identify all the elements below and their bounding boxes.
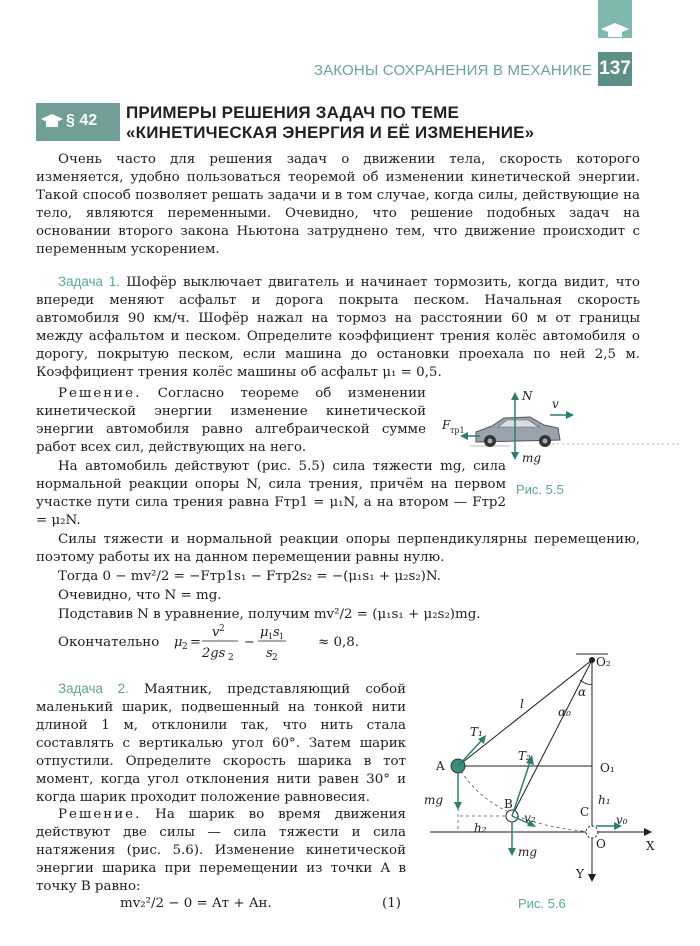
equation-1: Тогда 0 − mv²/2 = −Fтр1s₁ − Fтр2s₂ = −(μ₁s₁ + μ₂s₂)N. [58, 569, 442, 584]
section-title [126, 103, 596, 143]
svg-text:2: 2 [272, 653, 278, 663]
equation-4-result: ≈ 0,8. [318, 635, 360, 650]
fig55-label-n: N [522, 389, 533, 403]
svg-text:1: 1 [268, 632, 274, 641]
svg-text:2gs: 2gs [202, 646, 226, 661]
mu2-formula [172, 621, 322, 663]
svg-text:μ: μ [260, 625, 269, 640]
page-number: 137 [598, 52, 632, 86]
svg-text:=: = [190, 635, 201, 650]
chapter-title: ЗАКОНЫ СОХРАНЕНИЯ В МЕХАНИКЕ [313, 62, 592, 79]
fig56-label-o1: O₁ [600, 761, 615, 775]
task1-paragraph [36, 273, 640, 382]
fig56-label-c: C [580, 805, 590, 819]
task2-solution-text: На шарик во время движения действуют две силы — сила тяжести и сила натяжения (рис. 5.6). Изменение кинетической энергии шарика при перемещении из точки A в точку B равно: [36, 807, 406, 894]
svg-text:2: 2 [182, 642, 188, 652]
fig56-label-y: Y [576, 867, 584, 881]
intro-paragraph: Очень часто для решения задач о движении тела, скорость которого изменяется, удобно пользоваться теоремой об изменении кинетической энергии. Такой способ позволяет решать задачи и в том случае, когда силы, действующие на тело, являются переменными. Очевидно, что решение подобных задач на основании второго закона Ньютона затруднено тем, что движение происходит с переменным ускорением. [36, 152, 640, 257]
section-title-line2: «КИНЕТИЧЕСКАЯ ЭНЕРГИЯ И ЕЁ ИЗМЕНЕНИЕ» [126, 123, 535, 142]
task1-solution-label: Решение. [58, 386, 142, 401]
task1-perpendicular: Силы тяжести и нормальной реакции опоры перпендикулярны перемещению, поэтому работы их на данном перемещении равны нулю. [36, 532, 640, 565]
fig56-label-alpha0: α₀ [558, 705, 571, 719]
fig55-label-f: F [442, 418, 451, 432]
svg-text:1: 1 [279, 632, 285, 641]
fig55-label-f-sub: тр1 [450, 426, 465, 435]
svg-text:−: − [244, 635, 255, 650]
svg-text:s: s [273, 625, 280, 640]
fig56-label-o: O [596, 837, 606, 851]
task2-equation: mv₂²/2 − 0 = Aт + Aн. [120, 896, 272, 911]
task1-text: Шофёр выключает двигатель и начинает тормозить, когда видит, что впереди меняют асфальт и дорога покрыта песком. Начальная скорость автомобиля 90 км/ч. Шофёр нажал на тормоз на расстоянии 60 м от границы между асфальтом и песком. Определите коэффициент трения колёс автомобиля о дорогу, покрытую песком, если машина до остановки проехала по ней 2,5 м. Коэффициент трения колёс машины об асфальт μ₁ = 0,5. [36, 275, 640, 380]
fig56-label-h1: h₁ [598, 793, 611, 807]
fig55-label-v: v [552, 397, 559, 411]
task1-solution [36, 385, 426, 457]
fig56-label-x: X [646, 839, 655, 853]
figure-5-5-caption: Рис. 5.5 [516, 482, 564, 497]
fig55-label-mg: mg [522, 451, 542, 465]
task1-solution-text: Согласно теореме об изменении кинетической энергии изменение кинетической энергии автомобиля равно алгебраической сумме работ всех сил, действующих на него. [36, 386, 426, 455]
task2-paragraph [36, 680, 406, 807]
graduation-cap-icon [40, 113, 64, 131]
task2-solution-label: Решение. [58, 807, 142, 822]
fig56-label-mg-a: mg [424, 793, 444, 807]
task2-label: Задача 2. [58, 681, 129, 696]
car-image [476, 417, 560, 447]
svg-text:2: 2 [228, 653, 234, 663]
fig56-label-t2: T₂ [518, 749, 531, 763]
graduation-cap-icon [600, 22, 630, 40]
svg-text:2: 2 [219, 624, 225, 634]
task1-forces: На автомобиль действуют (рис. 5.5) сила тяжести mg, сила нормальной реакции опоры N, сила трения, причём на первом участке пути сила трения равна Fтр1 = μ₁N, а на втором — Fтр2 = μ₂N. [36, 459, 506, 528]
fig56-label-mg-b: mg [518, 845, 538, 859]
task1-label: Задача 1. [58, 274, 120, 289]
fig56-label-h2: h₂ [474, 821, 487, 835]
fig56-label-v0: v₀ [616, 813, 628, 827]
figure-5-6-caption: Рис. 5.6 [518, 896, 566, 911]
section-number: § 42 [66, 112, 98, 129]
equation-3: Подставив N в уравнение, получим mv²/2 = (μ₁s₁ + μ₂s₂)mg. [58, 607, 481, 622]
task2-equation-number: (1) [382, 896, 401, 911]
fig56-label-t1: T₁ [470, 725, 483, 739]
fig56-label-l: l [520, 697, 524, 711]
fig56-label-v2: v₂ [524, 811, 536, 825]
figure-5-5 [440, 384, 690, 474]
svg-text:μ: μ [174, 635, 183, 650]
section-title-line1: ПРИМЕРЫ РЕШЕНИЯ ЗАДАЧ ПО ТЕМЕ [126, 103, 460, 122]
task2-solution [36, 806, 406, 896]
task2-text: Маятник, представляющий собой маленький шарик, подвешенный на тонкой нити длиной 1 м, отклонили так, что нить стала составлять с вертикалью угол 60°. Затем шарик отпустили. Определите скорость шарика в тот момент, когда угол отклонения нити равен 30° и когда шарик проходит положение равновесия. [36, 682, 406, 805]
fig56-label-a: A [436, 759, 445, 773]
fig56-label-b: B [504, 797, 513, 811]
fig56-label-o2: O₂ [596, 655, 611, 669]
fig56-label-alpha: α [578, 685, 587, 699]
figure-5-6 [420, 648, 696, 890]
equation-2: Очевидно, что N = mg. [58, 588, 222, 603]
svg-text:s: s [266, 646, 273, 661]
svg-text:v: v [212, 625, 220, 640]
equation-4-prefix: Окончательно [58, 635, 160, 650]
